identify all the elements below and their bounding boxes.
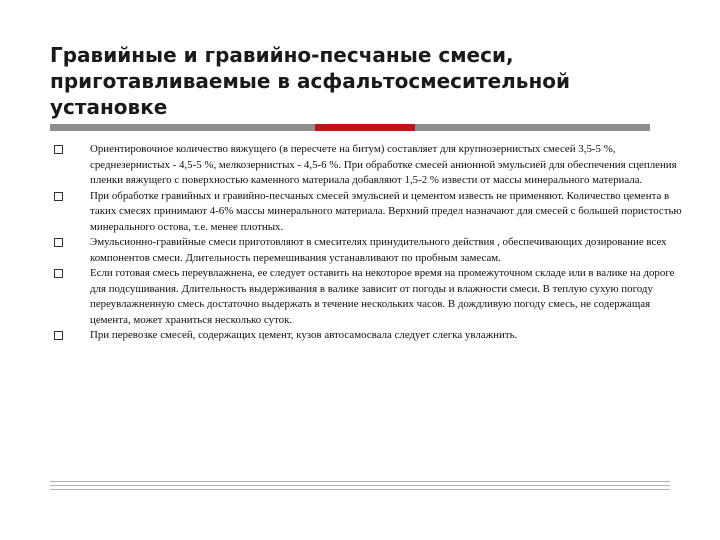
- bullet-list: [50, 142, 690, 344]
- slide-title: Гравийные и гравийно-песчаные смеси, приготавливаемые в асфальтосмесительной установке: [50, 43, 571, 119]
- hollow-square-bullet-icon: [54, 331, 63, 340]
- footer-line: [50, 481, 670, 482]
- bullet-item: [50, 328, 690, 344]
- hollow-square-bullet-icon: [54, 269, 63, 278]
- bullet-text: Эмульсионно-гравийные смеси приготовляют в смесителях принудительного действия , обеспечивающих дозирование всех компонентов смеси. Длительность перемешивания устанавливают по пробным замесам.: [90, 236, 667, 264]
- title-underline-red-accent: [315, 124, 415, 131]
- bullet-item: [50, 266, 690, 328]
- footer-divider: [50, 481, 670, 493]
- bullet-item: [50, 189, 690, 236]
- footer-line: [50, 489, 670, 490]
- bullet-text: При обработке гравийных и гравийно-песчаных смесей эмульсией и цементом известь не применяют. Количество цемента в таких смесях принимают 4-6% массы минерального материала. Верхний предел назначают для смесей с большей пористостью минерального остова, т.е. менее плотных.: [90, 189, 682, 233]
- bullet-text: Если готовая смесь переувлажнена, ее следует оставить на некоторое время на промежуточном складе или в валике на дороге для подсушивания. Длительность выдерживания в валике зависит от погоды и влажности смеси. В теплую сухую погоду переувлажненную смесь достаточно выдержать в течение нескольких часов. В дождливую погоду смесь, не содержащая цемента, может храниться несколько суток.: [90, 267, 675, 326]
- hollow-square-bullet-icon: [54, 192, 63, 201]
- hollow-square-bullet-icon: [54, 238, 63, 247]
- hollow-square-bullet-icon: [54, 145, 63, 154]
- bullet-text: Ориентировочное количество вяжущего (в пересчете на битум) составляет для крупнозернистых смесей 3,5-5 %, среднезернистых - 4,5-5 %, мелкозернистых - 4,5-6 %. При обработке смесей анионной эмульсией для обеспечения сцепления пленки вяжущего с поверхностью каменного материала добавляют 1,5-2 % извести от массы минерального материала.: [90, 143, 677, 186]
- bullet-item: [50, 142, 690, 189]
- footer-line: [50, 485, 670, 486]
- bullet-text: При перевозке смесей, содержащих цемент, кузов автосамосвала следует слегка увлажнить.: [90, 329, 518, 341]
- bullet-item: [50, 235, 690, 266]
